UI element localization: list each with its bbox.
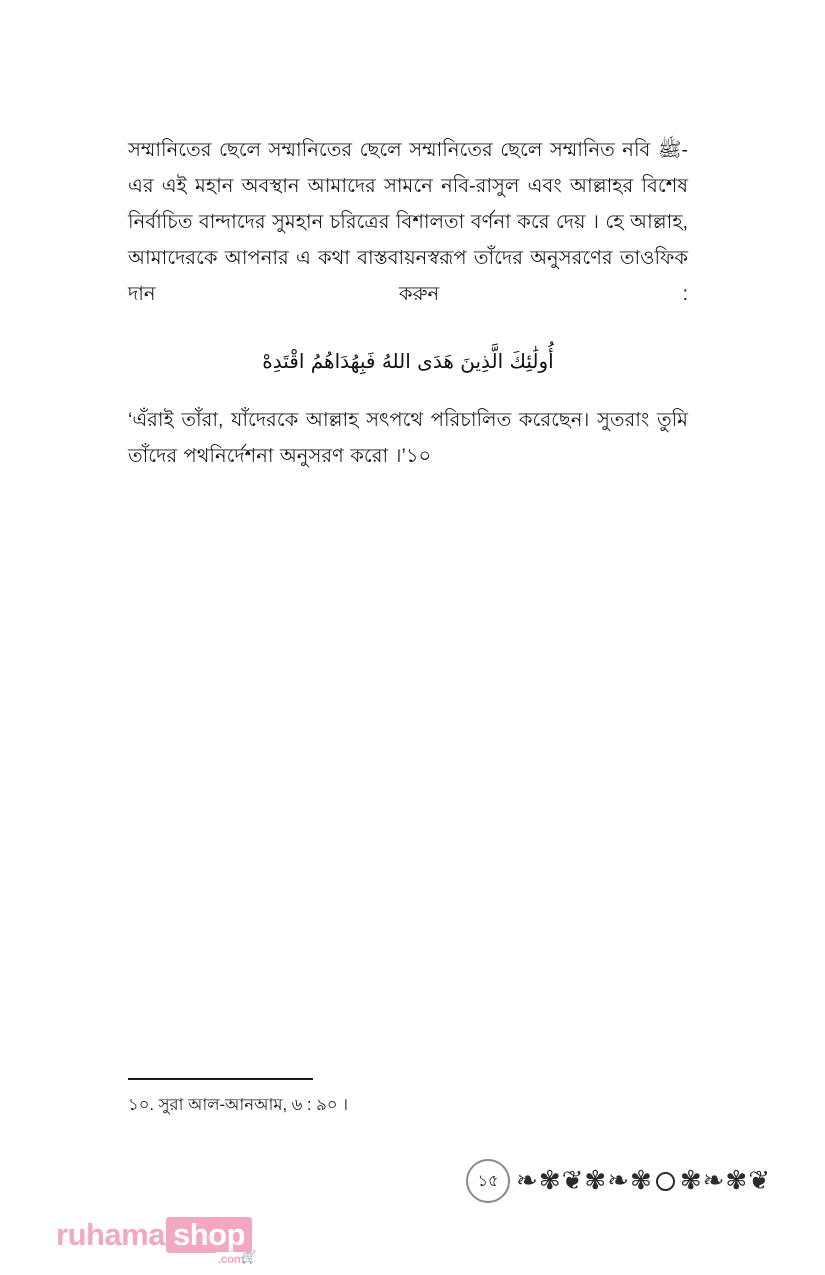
watermark-dotcom: .com (218, 1252, 245, 1266)
page-number: ১৫ (466, 1159, 510, 1203)
arabic-verse: أُولَٰئِكَ الَّذِينَ هَدَى اللهُ فَبِهُدَاهُمُ اقْتَدِهْ (262, 349, 554, 373)
decorative-ornament-icon: ❧ ✾ ❦ ✾ ❧ ✾ ✾ ❧ ✾ ❦ (516, 1166, 769, 1195)
page-footer (466, 1159, 769, 1203)
page-content (128, 132, 688, 474)
verse-translation: ‘এঁরাই তাঁরা, যাঁদেরকে আল্লাহ সৎপথে পরিচালিত করেছেন। সুতরাং তুমি তাঁদের পথনির্দেশনা অনুসরণ করো ।’১০ (128, 409, 688, 467)
shopping-cart-icon: 🛒 (241, 1250, 257, 1264)
footnote-section (128, 1078, 688, 1118)
paragraph-main (128, 132, 688, 312)
watermark-part2: shop (166, 1217, 252, 1253)
paragraph-main-text: সম্মানিতের ছেলে সম্মানিতের ছেলে সম্মানিতের ছেলে সম্মানিত নবি ﷺ-এর এই মহান অবস্থান আমাদের সামনে নবি-রাসুল এবং আল্লাহর বিশেষ নির্বাচিত বান্দাদের সুমহান চরিত্রের বিশালতা বর্ণনা করে দেয় । হে আল্লাহ, আমাদেরকে আপনার এ কথা বাস্তবায়নস্বরূপ তাঁদের অনুসরণের তাওফিক দান করুন : (128, 139, 688, 305)
watermark-part1: ruhama (56, 1217, 165, 1252)
footnote-entry: ১০. সুরা আল-আনআম, ৬ : ৯০ । (128, 1096, 349, 1114)
footnote-divider (128, 1078, 313, 1080)
watermark-logo (56, 1217, 257, 1266)
